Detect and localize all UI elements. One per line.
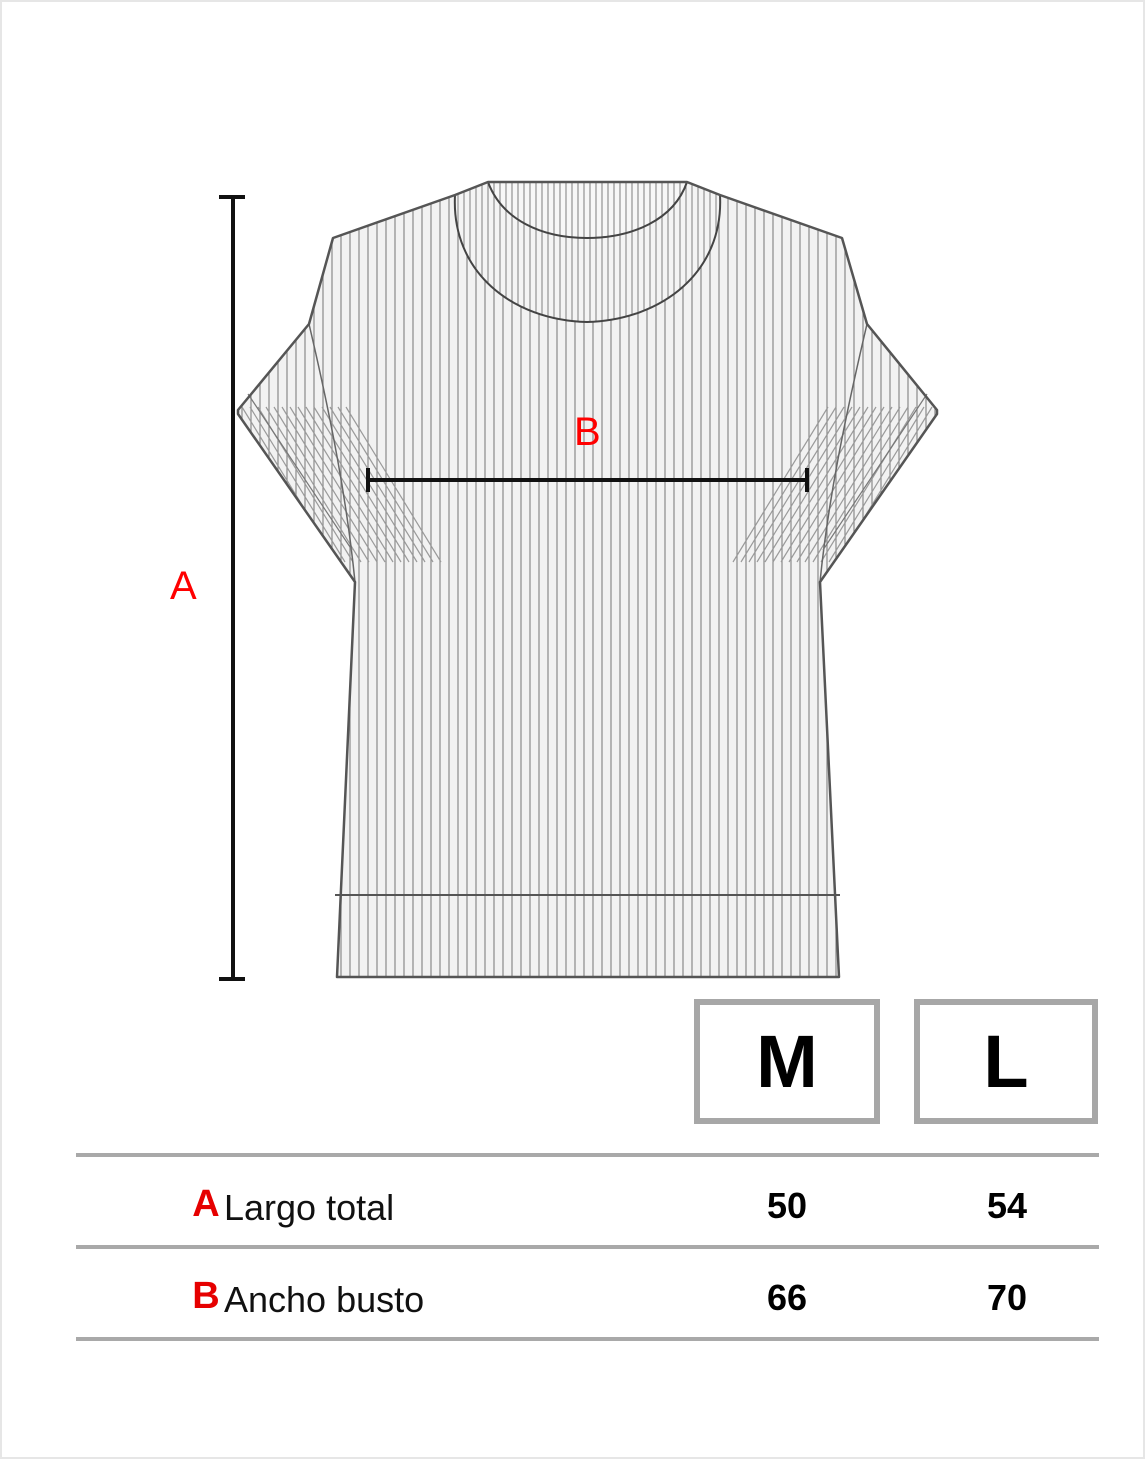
row-value-l: 54	[986, 1185, 1028, 1226]
row-value-m: 50	[766, 1185, 808, 1226]
row-code: A	[192, 1183, 220, 1225]
size-header-m: M	[694, 999, 880, 1124]
table-row	[76, 1157, 1099, 1249]
row-code: B	[192, 1275, 220, 1317]
dimension-a-line	[219, 197, 245, 979]
garment-diagram	[2, 2, 1145, 1002]
table-divider	[76, 1337, 1099, 1341]
row-label: Largo total	[224, 1187, 395, 1228]
table-row	[76, 1249, 1099, 1341]
row-value-m: 66	[766, 1277, 808, 1318]
row-value-l: 70	[986, 1277, 1028, 1318]
dimension-a-label: A	[170, 564, 197, 608]
row-label: Ancho busto	[224, 1279, 425, 1320]
dimension-b-label: B	[574, 410, 601, 454]
size-header-l: L	[914, 999, 1098, 1124]
